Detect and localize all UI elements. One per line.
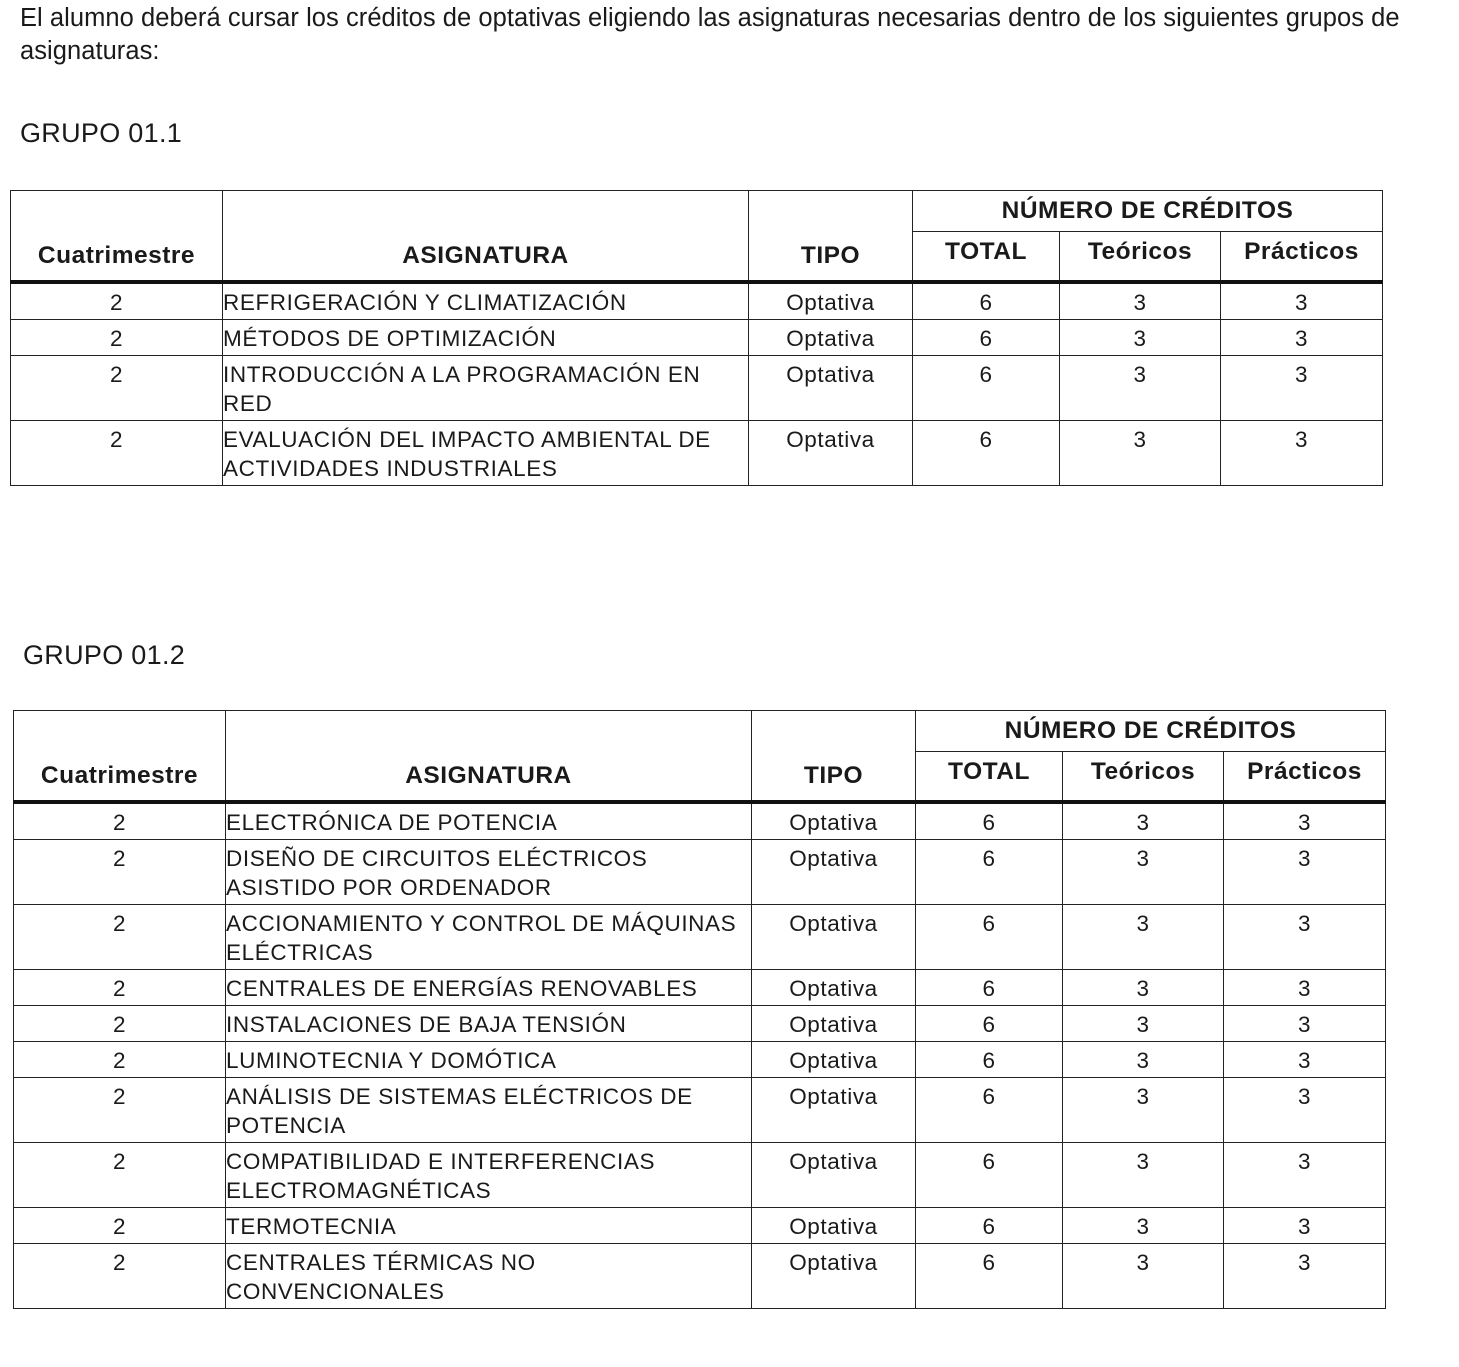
table-row (14, 1078, 1386, 1143)
header-numero-creditos: NÚMERO DE CRÉDITOS (913, 191, 1383, 232)
cell-total: 6 (916, 840, 1063, 905)
cell-practicos: 3 (1221, 282, 1383, 320)
cell-total: 6 (916, 1208, 1063, 1244)
table-row (14, 1006, 1386, 1042)
cell-asignatura: TERMOTECNIA (226, 1208, 752, 1244)
cell-teoricos: 3 (1063, 1078, 1224, 1143)
cell-cuatrimestre: 2 (11, 320, 223, 356)
cell-teoricos: 3 (1063, 970, 1224, 1006)
cell-teoricos: 3 (1060, 320, 1221, 356)
cell-tipo: Optativa (752, 1078, 916, 1143)
header-total: TOTAL (913, 232, 1060, 283)
table-row (11, 421, 1383, 486)
cell-total: 6 (916, 1244, 1063, 1309)
cell-total: 6 (913, 282, 1060, 320)
cell-asignatura: CENTRALES DE ENERGÍAS RENOVABLES (226, 970, 752, 1006)
cell-asignatura: CENTRALES TÉRMICAS NO CONVENCIONALES (226, 1244, 752, 1309)
header-teoricos: Teóricos (1063, 752, 1224, 803)
credits-table-group-01-1 (10, 190, 1383, 486)
header-cuatrimestre: Cuatrimestre (11, 191, 223, 283)
cell-teoricos: 3 (1060, 421, 1221, 486)
cell-teoricos: 3 (1063, 905, 1224, 970)
cell-teoricos: 3 (1063, 840, 1224, 905)
table-row (11, 282, 1383, 320)
cell-cuatrimestre: 2 (14, 1244, 226, 1309)
cell-teoricos: 3 (1063, 1244, 1224, 1309)
cell-practicos: 3 (1224, 1078, 1386, 1143)
header-cuatrimestre: Cuatrimestre (14, 711, 226, 803)
header-teoricos: Teóricos (1060, 232, 1221, 283)
cell-total: 6 (916, 1143, 1063, 1208)
cell-tipo: Optativa (749, 421, 913, 486)
table-row (11, 356, 1383, 421)
header-tipo: TIPO (749, 191, 913, 283)
table-row (14, 802, 1386, 840)
intro-paragraph: El alumno deberá cursar los créditos de optativas eligiendo las asignaturas necesarias dentro de los siguientes grupos de asignaturas: (20, 4, 1400, 65)
cell-cuatrimestre: 2 (11, 356, 223, 421)
cell-tipo: Optativa (752, 905, 916, 970)
table-row (14, 1244, 1386, 1309)
cell-cuatrimestre: 2 (11, 421, 223, 486)
cell-tipo: Optativa (752, 1244, 916, 1309)
header-tipo: TIPO (752, 711, 916, 803)
cell-asignatura: EVALUACIÓN DEL IMPACTO AMBIENTAL DE ACTIVIDADES INDUSTRIALES (223, 421, 749, 486)
cell-practicos: 3 (1221, 421, 1383, 486)
table-row (14, 1042, 1386, 1078)
cell-tipo: Optativa (752, 1042, 916, 1078)
cell-cuatrimestre: 2 (14, 1143, 226, 1208)
cell-asignatura: DISEÑO DE CIRCUITOS ELÉCTRICOS ASISTIDO POR ORDENADOR (226, 840, 752, 905)
cell-total: 6 (913, 356, 1060, 421)
cell-asignatura: ACCIONAMIENTO Y CONTROL DE MÁQUINAS ELÉCTRICAS (226, 905, 752, 970)
cell-practicos: 3 (1224, 1244, 1386, 1309)
cell-teoricos: 3 (1060, 282, 1221, 320)
credits-table-group-01-2 (13, 710, 1386, 1309)
cell-asignatura: COMPATIBILIDAD E INTERFERENCIAS ELECTROMAGNÉTICAS (226, 1143, 752, 1208)
cell-tipo: Optativa (752, 1006, 916, 1042)
cell-teoricos: 3 (1063, 1143, 1224, 1208)
table-row (14, 1143, 1386, 1208)
cell-teoricos: 3 (1063, 1006, 1224, 1042)
cell-total: 6 (916, 1078, 1063, 1143)
cell-practicos: 3 (1224, 840, 1386, 905)
cell-practicos: 3 (1224, 905, 1386, 970)
cell-practicos: 3 (1224, 1208, 1386, 1244)
table-row (14, 1208, 1386, 1244)
header-asignatura: ASIGNATURA (226, 711, 752, 803)
cell-cuatrimestre: 2 (14, 1006, 226, 1042)
cell-total: 6 (916, 802, 1063, 840)
group-title: GRUPO 01.2 (23, 640, 186, 670)
cell-asignatura: MÉTODOS DE OPTIMIZACIÓN (223, 320, 749, 356)
cell-tipo: Optativa (752, 802, 916, 840)
table-row (11, 320, 1383, 356)
cell-tipo: Optativa (749, 320, 913, 356)
cell-tipo: Optativa (749, 282, 913, 320)
cell-cuatrimestre: 2 (14, 802, 226, 840)
cell-total: 6 (916, 905, 1063, 970)
cell-practicos: 3 (1224, 970, 1386, 1006)
cell-total: 6 (916, 970, 1063, 1006)
cell-cuatrimestre: 2 (14, 970, 226, 1006)
cell-teoricos: 3 (1063, 802, 1224, 840)
cell-cuatrimestre: 2 (14, 1042, 226, 1078)
cell-teoricos: 3 (1063, 1042, 1224, 1078)
group-title: GRUPO 01.1 (20, 118, 183, 148)
cell-total: 6 (913, 320, 1060, 356)
cell-cuatrimestre: 2 (14, 1078, 226, 1143)
cell-practicos: 3 (1224, 1042, 1386, 1078)
cell-asignatura: ANÁLISIS DE SISTEMAS ELÉCTRICOS DE POTENCIA (226, 1078, 752, 1143)
cell-asignatura: LUMINOTECNIA Y DOMÓTICA (226, 1042, 752, 1078)
cell-practicos: 3 (1221, 320, 1383, 356)
header-asignatura: ASIGNATURA (223, 191, 749, 283)
cell-total: 6 (913, 421, 1060, 486)
table-row (14, 970, 1386, 1006)
cell-practicos: 3 (1224, 1143, 1386, 1208)
cell-cuatrimestre: 2 (14, 1208, 226, 1244)
header-practicos: Prácticos (1221, 232, 1383, 283)
cell-tipo: Optativa (752, 970, 916, 1006)
cell-asignatura: ELECTRÓNICA DE POTENCIA (226, 802, 752, 840)
header-total: TOTAL (916, 752, 1063, 803)
cell-tipo: Optativa (752, 840, 916, 905)
header-practicos: Prácticos (1224, 752, 1386, 803)
cell-tipo: Optativa (752, 1208, 916, 1244)
table-row (14, 905, 1386, 970)
table-row (14, 840, 1386, 905)
cell-teoricos: 3 (1060, 356, 1221, 421)
cell-practicos: 3 (1221, 356, 1383, 421)
cell-asignatura: INTRODUCCIÓN A LA PROGRAMACIÓN EN RED (223, 356, 749, 421)
cell-practicos: 3 (1224, 802, 1386, 840)
cell-cuatrimestre: 2 (14, 905, 226, 970)
cell-tipo: Optativa (752, 1143, 916, 1208)
cell-tipo: Optativa (749, 356, 913, 421)
cell-cuatrimestre: 2 (14, 840, 226, 905)
header-numero-creditos: NÚMERO DE CRÉDITOS (916, 711, 1386, 752)
cell-practicos: 3 (1224, 1006, 1386, 1042)
cell-asignatura: REFRIGERACIÓN Y CLIMATIZACIÓN (223, 282, 749, 320)
cell-total: 6 (916, 1006, 1063, 1042)
cell-asignatura: INSTALACIONES DE BAJA TENSIÓN (226, 1006, 752, 1042)
cell-cuatrimestre: 2 (11, 282, 223, 320)
cell-total: 6 (916, 1042, 1063, 1078)
cell-teoricos: 3 (1063, 1208, 1224, 1244)
